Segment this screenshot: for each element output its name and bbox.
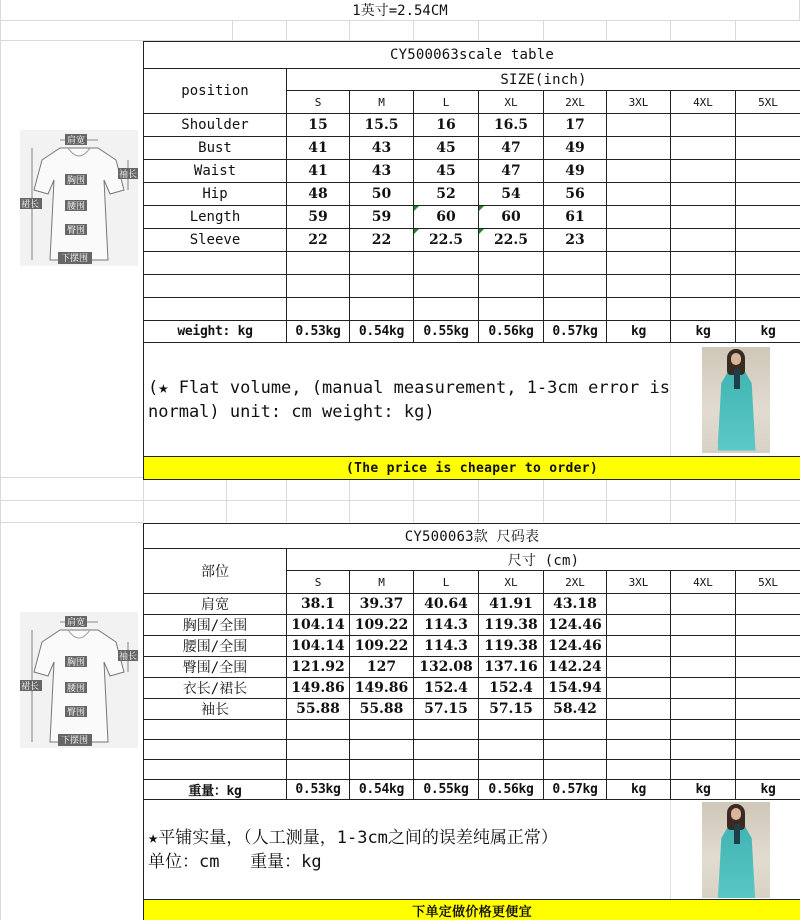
cell (671, 636, 736, 657)
cell (144, 252, 287, 275)
diagram-label-shoulder: 肩宽 (67, 136, 86, 146)
cell: 60 (414, 206, 479, 229)
sheet-gridline (543, 477, 544, 522)
position-header: 部位 (144, 549, 287, 594)
cell: 132.08 (414, 657, 479, 678)
sheet-gridline (232, 21, 233, 40)
cell (607, 657, 671, 678)
position-header: position (144, 69, 287, 114)
cell (671, 657, 736, 678)
cell (607, 740, 671, 760)
size-col-xl: XL (479, 571, 544, 594)
cell: 154.94 (544, 678, 607, 699)
cell: 39.37 (350, 594, 414, 615)
table-row-empty (144, 252, 800, 275)
cell: 124.46 (544, 615, 607, 636)
cell: 43 (350, 160, 414, 183)
garment-measurement-diagram-cn (20, 612, 138, 748)
row-label: Hip (144, 183, 287, 206)
cell (736, 137, 800, 160)
product-photo-cell (671, 343, 800, 457)
sheet-gridline (606, 21, 607, 40)
size-col-5xl: 5XL (736, 571, 800, 594)
size-col-2xl: 2XL (544, 571, 607, 594)
row-label: Waist (144, 160, 287, 183)
sheet-gridline (143, 477, 144, 522)
cell (607, 229, 671, 252)
cell (479, 720, 544, 740)
sheet-gridline (670, 477, 671, 522)
cell (607, 699, 671, 720)
cell: 17 (544, 114, 607, 137)
cell (671, 137, 736, 160)
cell (671, 206, 736, 229)
cell: 52 (414, 183, 479, 206)
table-row-hip (144, 183, 800, 206)
measurement-note-cn (144, 800, 671, 900)
cell (144, 760, 287, 780)
diagram-label-bust: 胸围 (67, 176, 86, 186)
cell (607, 720, 671, 740)
table-row-shoulder (144, 594, 800, 615)
cell: 45 (414, 160, 479, 183)
weight-cell: 0.56kg (479, 321, 544, 343)
size-col-s: S (287, 91, 350, 114)
table-row-empty (144, 740, 800, 760)
cell: 114.3 (414, 615, 479, 636)
size-header: SIZE(inch) (287, 69, 800, 91)
cell (671, 229, 736, 252)
cell: 40.64 (414, 594, 479, 615)
cell (414, 275, 479, 298)
row-label: Bust (144, 137, 287, 160)
price-banner: (The price is cheaper to order) (144, 457, 800, 480)
cell (479, 275, 544, 298)
sheet-gridline (349, 477, 350, 522)
size-col-s: S (287, 571, 350, 594)
cell (287, 720, 350, 740)
size-col-5xl: 5XL (736, 91, 800, 114)
cell (607, 615, 671, 636)
cell: 59 (287, 206, 350, 229)
cell: 61 (544, 206, 607, 229)
cell (671, 760, 736, 780)
sheet-gridline (735, 477, 736, 522)
sheet-gridline (413, 21, 414, 40)
sheet-gridline (0, 477, 143, 478)
diagram-label-waist: 腰围 (67, 684, 86, 694)
cell (479, 760, 544, 780)
cell: 59 (350, 206, 414, 229)
size-table-cm (143, 523, 800, 920)
cell: 149.86 (350, 678, 414, 699)
sheet-gridline (0, 0, 1, 920)
table-row-empty (144, 720, 800, 740)
cell (671, 114, 736, 137)
cell: 137.16 (479, 657, 544, 678)
cell: 127 (350, 657, 414, 678)
cell (544, 740, 607, 760)
cell: 41 (287, 160, 350, 183)
cell (671, 699, 736, 720)
cell (736, 206, 800, 229)
weight-cell: kg (736, 780, 800, 800)
cell (479, 740, 544, 760)
cell (287, 298, 350, 321)
cell (287, 252, 350, 275)
row-label: Shoulder (144, 114, 287, 137)
cell: 22 (350, 229, 414, 252)
sheet-gridline (286, 21, 287, 40)
cell (736, 275, 800, 298)
cell: 22 (287, 229, 350, 252)
note-line-1: ★平铺实量，（人工测量，1-3cm之间的误差纯属正常） (148, 827, 558, 848)
cell (607, 594, 671, 615)
size-col-4xl: 4XL (671, 91, 736, 114)
cell (414, 298, 479, 321)
sheet-gridline (606, 477, 607, 522)
cell: 49 (544, 160, 607, 183)
diagram-label-length: 裙长 (21, 682, 40, 692)
cell: 23 (544, 229, 607, 252)
weight-label: 重量：kg (144, 780, 287, 800)
table-row-sleeve (144, 699, 800, 720)
scale-note: 1英寸=2.54CM (0, 0, 800, 21)
cell: 57.15 (414, 699, 479, 720)
table-row-empty (144, 298, 800, 321)
cell (607, 252, 671, 275)
sheet-gridline (0, 522, 143, 523)
cell: 152.4 (479, 678, 544, 699)
cell (671, 275, 736, 298)
cell: 58.42 (544, 699, 607, 720)
cell (479, 298, 544, 321)
cell (736, 160, 800, 183)
cell: 60 (479, 206, 544, 229)
weight-cell: kg (607, 780, 671, 800)
cell (671, 615, 736, 636)
cell: 38.1 (287, 594, 350, 615)
cell (144, 720, 287, 740)
cell (736, 114, 800, 137)
weight-cell: 0.56kg (479, 780, 544, 800)
cell (287, 760, 350, 780)
weight-cell: 0.54kg (350, 321, 414, 343)
sheet-gridline (0, 500, 800, 501)
diagram-label-bust: 胸围 (67, 658, 86, 668)
cell: 41.91 (479, 594, 544, 615)
product-photo-cell (671, 800, 800, 900)
cell: 22.5 (414, 229, 479, 252)
cell: 47 (479, 160, 544, 183)
weight-cell: 0.57kg (544, 780, 607, 800)
diagram-label-hip: 臀围 (67, 226, 86, 236)
size-col-m: M (350, 571, 414, 594)
table-row-empty (144, 760, 800, 780)
diagram-label-waist: 腰围 (67, 202, 86, 212)
diagram-label-length: 裙长 (21, 200, 40, 210)
cell: 54 (479, 183, 544, 206)
cell (414, 740, 479, 760)
size-table-inch (143, 41, 800, 480)
cell (350, 252, 414, 275)
cell: 149.86 (287, 678, 350, 699)
cell (479, 252, 544, 275)
cell (350, 720, 414, 740)
cell (544, 760, 607, 780)
cell: 16 (414, 114, 479, 137)
cell (736, 720, 800, 740)
note-line-2: 单位：cm 重量：kg (148, 851, 322, 872)
diagram-label-sleeve: 袖长 (119, 652, 138, 662)
cell: 47 (479, 137, 544, 160)
cell (736, 615, 800, 636)
cell (607, 275, 671, 298)
weight-label: weight: kg (144, 321, 287, 343)
cell (736, 657, 800, 678)
weight-cell: 0.53kg (287, 780, 350, 800)
cell (350, 275, 414, 298)
sheet-gridline (413, 477, 414, 522)
cell: 109.22 (350, 636, 414, 657)
cell: 49 (544, 137, 607, 160)
cell (736, 740, 800, 760)
weight-cell: 0.54kg (350, 780, 414, 800)
garment-measurement-diagram (20, 130, 138, 266)
table-title: CY500063款 尺码表 (144, 524, 800, 549)
measurement-note: (★ Flat volume, (manual measurement, 1-3cm error is normal) unit: cm weight: kg) (144, 343, 671, 457)
diagram-label-sleeve: 袖长 (119, 170, 138, 180)
size-col-m: M (350, 91, 414, 114)
size-col-xl: XL (479, 91, 544, 114)
sheet-gridline (670, 21, 671, 40)
product-photo (702, 802, 770, 898)
cell (607, 137, 671, 160)
size-col-4xl: 4XL (671, 571, 736, 594)
row-label: 衣长/裙长 (144, 678, 287, 699)
weight-cell: 0.53kg (287, 321, 350, 343)
sheet-gridline (349, 21, 350, 40)
sheet-gridline (543, 21, 544, 40)
cell: 43.18 (544, 594, 607, 615)
table-row-weight (144, 780, 800, 800)
cell (287, 740, 350, 760)
cell (414, 760, 479, 780)
weight-cell: kg (671, 780, 736, 800)
cell: 57.15 (479, 699, 544, 720)
table-row-waist (144, 636, 800, 657)
sheet-gridline (735, 21, 736, 40)
table-row-empty (144, 275, 800, 298)
cell (544, 298, 607, 321)
cell (736, 699, 800, 720)
diagram-label-hip: 臀围 (67, 708, 86, 718)
cell: 121.92 (287, 657, 350, 678)
cell: 114.3 (414, 636, 479, 657)
row-label: 胸围/全围 (144, 615, 287, 636)
cell (671, 298, 736, 321)
cell: 43 (350, 137, 414, 160)
cell (414, 720, 479, 740)
product-photo (702, 347, 770, 453)
cell (671, 740, 736, 760)
sheet-gridline (286, 477, 287, 522)
table-row-sleeve (144, 229, 800, 252)
cell (736, 183, 800, 206)
cell (350, 740, 414, 760)
cell: 142.24 (544, 657, 607, 678)
cell (736, 760, 800, 780)
cell (736, 594, 800, 615)
cell: 109.22 (350, 615, 414, 636)
table-row-weight (144, 321, 800, 343)
table-row-hip (144, 657, 800, 678)
row-label: 肩宽 (144, 594, 287, 615)
table-row-bust (144, 137, 800, 160)
cell (607, 160, 671, 183)
cell (671, 160, 736, 183)
cell (671, 183, 736, 206)
cell (144, 740, 287, 760)
cell: 104.14 (287, 636, 350, 657)
cell (350, 298, 414, 321)
cell (671, 720, 736, 740)
row-label: Sleeve (144, 229, 287, 252)
cell: 50 (350, 183, 414, 206)
weight-cell: kg (607, 321, 671, 343)
size-col-3xl: 3XL (607, 91, 671, 114)
price-banner-cn: 下单定做价格更便宜 (144, 900, 800, 920)
cell (607, 636, 671, 657)
cell: 104.14 (287, 615, 350, 636)
row-label: Length (144, 206, 287, 229)
cell: 55.88 (350, 699, 414, 720)
cell (544, 275, 607, 298)
cell (607, 114, 671, 137)
diagram-label-shoulder: 肩宽 (67, 618, 86, 628)
cell (607, 183, 671, 206)
table-row-shoulder (144, 114, 800, 137)
size-col-2xl: 2XL (544, 91, 607, 114)
cell (350, 760, 414, 780)
cell: 119.38 (479, 615, 544, 636)
cell (544, 720, 607, 740)
row-label: 袖长 (144, 699, 287, 720)
weight-cell: 0.55kg (414, 321, 479, 343)
weight-cell: kg (671, 321, 736, 343)
cell (144, 298, 287, 321)
cell (736, 229, 800, 252)
cell (414, 252, 479, 275)
cell (607, 678, 671, 699)
sheet-gridline (226, 477, 227, 522)
table-row-length (144, 206, 800, 229)
cell (671, 678, 736, 699)
size-col-l: L (414, 91, 479, 114)
cell: 15 (287, 114, 350, 137)
table-row-bust (144, 615, 800, 636)
size-col-l: L (414, 571, 479, 594)
cell: 41 (287, 137, 350, 160)
cell (736, 252, 800, 275)
weight-cell: 0.57kg (544, 321, 607, 343)
cell (607, 298, 671, 321)
cell (736, 636, 800, 657)
table-title: CY500063scale table (144, 42, 800, 69)
cell: 124.46 (544, 636, 607, 657)
size-header: 尺寸 (cm) (287, 549, 800, 571)
cell: 45 (414, 137, 479, 160)
cell: 55.88 (287, 699, 350, 720)
cell: 22.5 (479, 229, 544, 252)
size-col-3xl: 3XL (607, 571, 671, 594)
cell: 48 (287, 183, 350, 206)
table-row-waist (144, 160, 800, 183)
sheet-gridline (478, 21, 479, 40)
table-row-length (144, 678, 800, 699)
row-label: 腰围/全围 (144, 636, 287, 657)
cell (671, 252, 736, 275)
cell: 15.5 (350, 114, 414, 137)
diagram-label-hem: 下摆围 (61, 254, 89, 264)
cell (736, 678, 800, 699)
cell (287, 275, 350, 298)
cell: 16.5 (479, 114, 544, 137)
weight-cell: 0.55kg (414, 780, 479, 800)
row-label: 臀围/全围 (144, 657, 287, 678)
cell: 152.4 (414, 678, 479, 699)
cell (144, 275, 287, 298)
cell (671, 594, 736, 615)
cell: 119.38 (479, 636, 544, 657)
diagram-label-hem: 下摆围 (61, 736, 89, 746)
cell: 56 (544, 183, 607, 206)
weight-cell: kg (736, 321, 800, 343)
cell (544, 252, 607, 275)
sheet-gridline (478, 477, 479, 522)
cell (607, 760, 671, 780)
cell (607, 206, 671, 229)
cell (736, 298, 800, 321)
